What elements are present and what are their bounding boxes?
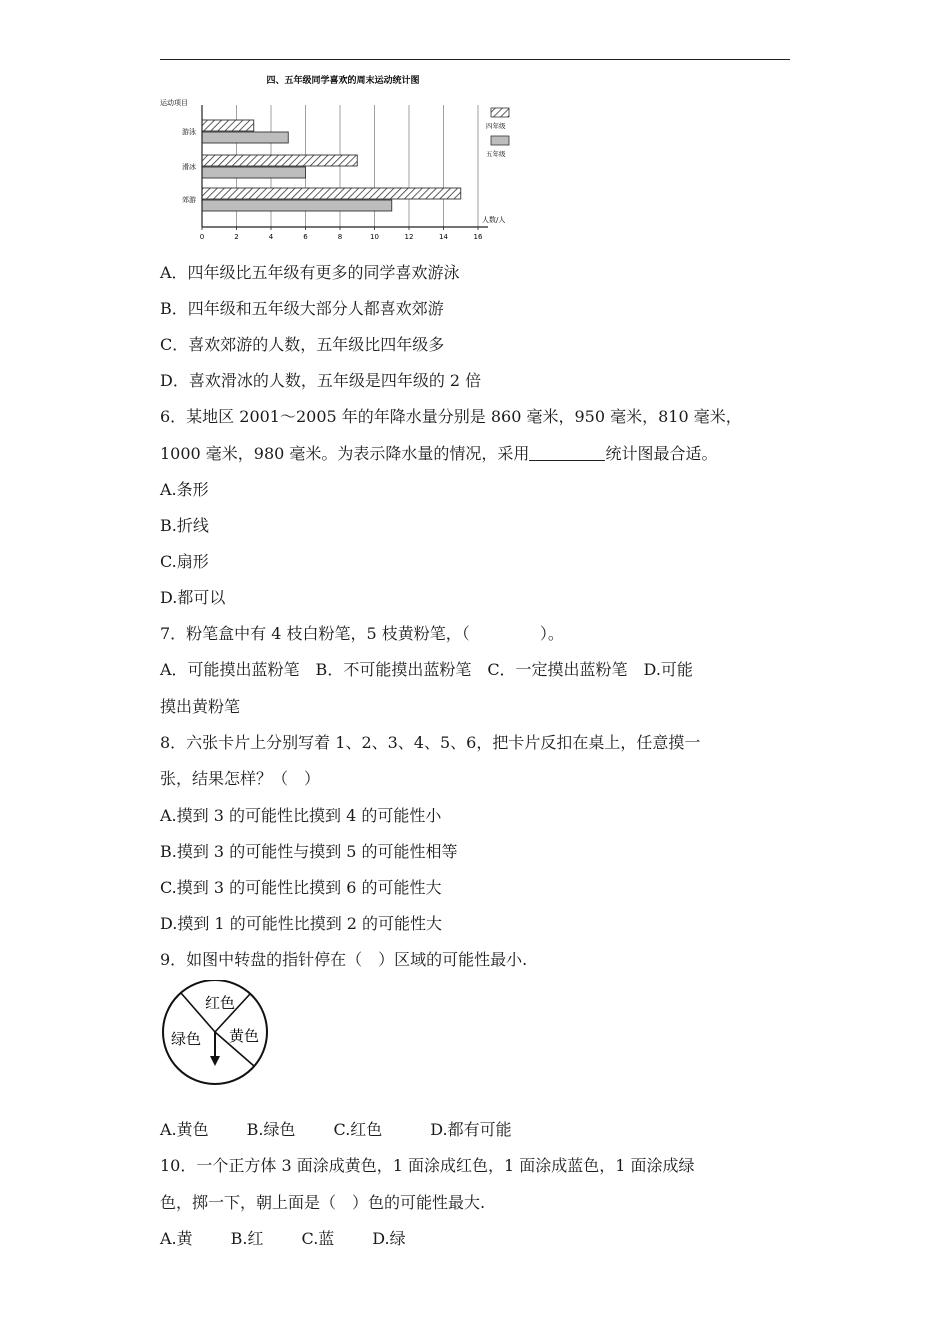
q9-option-c: C.红色	[333, 1120, 383, 1139]
spinner-figure	[158, 980, 272, 1088]
q8-option-b: B.摸到 3 的可能性与摸到 5 的可能性相等	[160, 842, 458, 861]
q8-stem-line2: 张，结果怎样？（ ）	[160, 769, 321, 788]
bar-grade4	[202, 188, 461, 199]
category-label: 郊游	[182, 196, 196, 204]
q8-option-c: C.摸到 3 的可能性比摸到 6 的可能性大	[160, 878, 442, 897]
q10-option-a: A.黄	[160, 1229, 193, 1248]
q9-option-b: B.绿色	[246, 1120, 296, 1139]
x-tick-label: 6	[303, 233, 308, 241]
q8-stem-line1: 8．六张卡片上分别写着 1、2、3、4、5、6，把卡片反扣在桌上，任意摸一	[160, 733, 701, 752]
q6-stem-part1: 1000 毫米，980 毫米。为表示降水量的情况，采用	[160, 444, 530, 463]
bar-grade5	[202, 200, 392, 211]
q6-stem-part2: 统计图最合适。	[605, 444, 718, 463]
q6-stem-line1: 6．某地区 2001～2005 年的年降水量分别是 860 毫米，950 毫米，810 毫米，	[160, 407, 742, 426]
legend-swatch-grade5	[491, 136, 509, 145]
q5-option-d: D．喜欢滑冰的人数，五年级是四年级的 2 倍	[160, 371, 482, 390]
bar-grade5	[202, 132, 288, 143]
q8-option-d: D.摸到 1 的可能性比摸到 2 的可能性大	[160, 914, 443, 933]
spinner-label-red: 红色	[204, 994, 236, 1012]
chart-legend	[486, 108, 509, 158]
x-tick-label: 2	[234, 233, 239, 241]
q7-options-line2: 摸出黄粉笔	[160, 697, 241, 716]
x-tick-label: 10	[370, 233, 379, 241]
bar-grade5	[202, 167, 306, 178]
q10-options	[160, 1229, 406, 1249]
q7-stem-part2: ）。	[539, 624, 564, 643]
spinner-label-green: 绿色	[170, 1030, 202, 1048]
spinner-label-yellow: 黄色	[228, 1027, 260, 1045]
q7-stem	[160, 624, 564, 644]
q6-option-a: A.条形	[160, 480, 209, 499]
q6-option-c: C.扇形	[160, 552, 209, 571]
bar-chart	[158, 70, 528, 250]
q10-option-d: D.绿	[372, 1229, 406, 1248]
q7-stem-part1: 7．粉笔盒中有 4 枝白粉笔，5 枝黄粉笔，（	[160, 624, 470, 643]
chart-bars	[202, 120, 461, 211]
q8-option-a: A.摸到 3 的可能性比摸到 4 的可能性小	[160, 806, 442, 825]
category-label: 游泳	[182, 128, 196, 136]
bar-grade4	[202, 155, 357, 166]
legend-swatch-grade4	[491, 108, 509, 117]
q9-options	[160, 1120, 512, 1140]
q10-option-c: C.蓝	[301, 1229, 335, 1248]
q10-stem-line2: 色，掷一下，朝上面是（ ）色的可能性最大.	[160, 1193, 486, 1212]
q6-answer-blank[interactable]	[529, 446, 605, 461]
chart-x-ticks	[200, 227, 483, 241]
q9-stem: 9．如图中转盘的指针停在（ ）区域的可能性最小.	[160, 950, 528, 969]
q9-option-d: D.都有可能	[430, 1120, 512, 1139]
q6-option-d: D.都可以	[160, 588, 226, 607]
chart-category-labels	[182, 127, 196, 204]
x-tick-label: 0	[199, 233, 205, 241]
x-tick-label: 14	[439, 233, 448, 241]
x-tick-label: 12	[404, 233, 414, 241]
q5-option-a: A．四年级比五年级有更多的同学喜欢游泳	[160, 263, 460, 282]
chart-title: 四、五年级同学喜欢的周末运动统计图	[266, 76, 420, 86]
bar-grade4	[202, 120, 254, 131]
legend-label-grade4: 四年级	[486, 122, 506, 130]
q7-options-line1: A．可能摸出蓝粉笔 B．不可能摸出蓝粉笔 C．一定摸出蓝粉笔 D.可能	[160, 660, 693, 679]
q10-stem-line1: 10．一个正方体 3 面涂成黄色，1 面涂成红色，1 面涂成蓝色，1 面涂成绿	[160, 1156, 695, 1175]
chart-xlabel: 人数/人	[482, 216, 506, 224]
q9-option-a: A.黄色	[160, 1120, 209, 1139]
x-tick-label: 8	[337, 233, 343, 241]
chart-ylabel: 运动项目	[160, 99, 188, 107]
q5-option-b: B．四年级和五年级大部分人都喜欢郊游	[160, 299, 444, 318]
header-rule	[160, 59, 790, 60]
q5-option-c: C．喜欢郊游的人数，五年级比四年级多	[160, 335, 445, 354]
legend-label-grade5: 五年级	[486, 150, 506, 158]
q6-stem-line2	[160, 444, 717, 464]
category-label: 滑冰	[182, 163, 196, 171]
q6-option-b: B.折线	[160, 516, 209, 535]
x-tick-label: 16	[473, 233, 483, 241]
x-tick-label: 4	[268, 233, 274, 241]
q10-option-b: B.红	[230, 1229, 264, 1248]
